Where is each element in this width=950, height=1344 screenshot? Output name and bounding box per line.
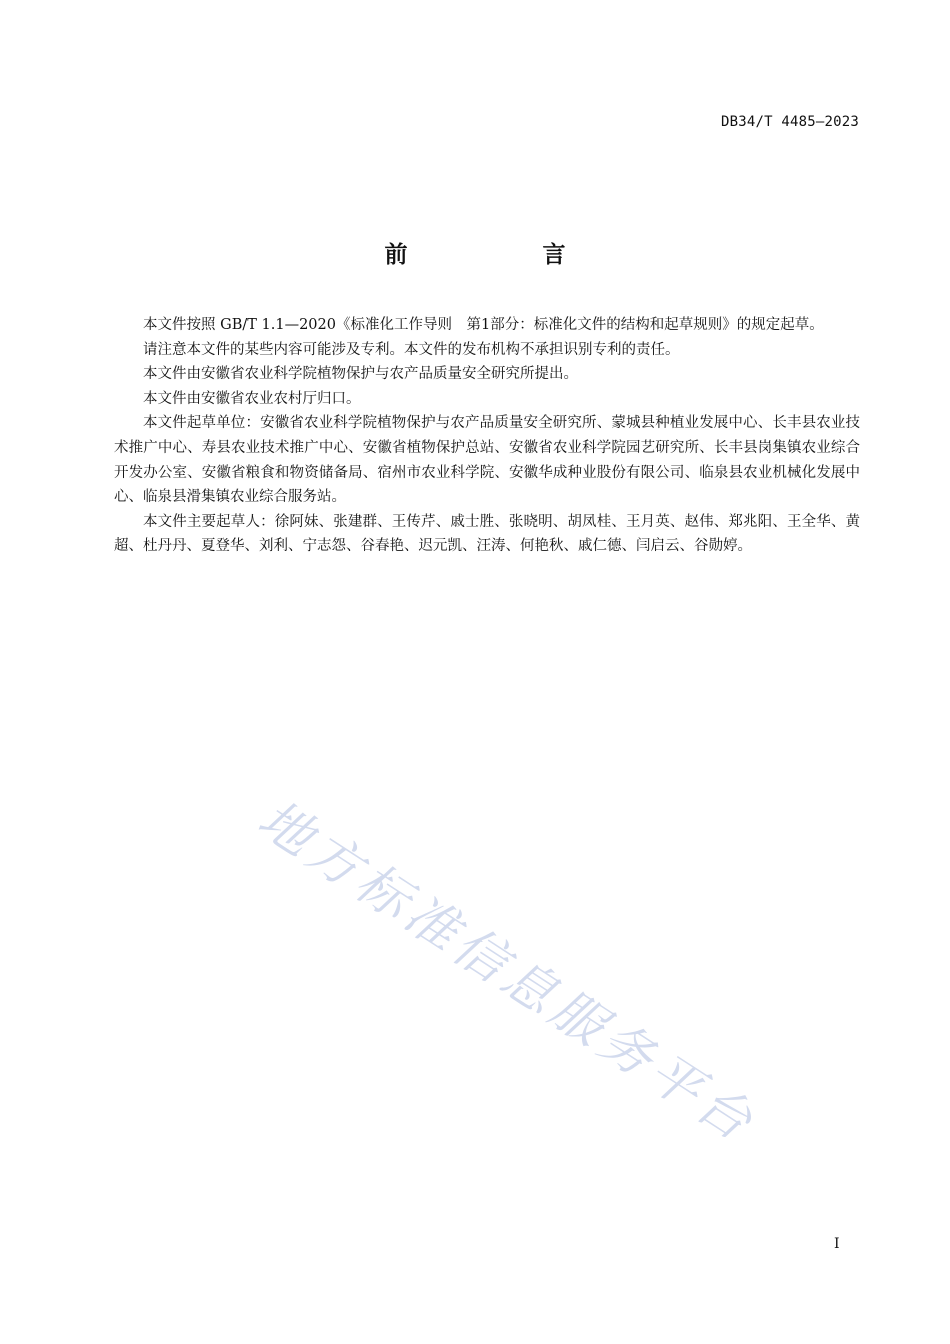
paragraph-drafting-rules: 本文件按照 GB/T 1.1—2020《标准化工作导则 第1部分：标准化文件的结构和起草规则》的规定起草。: [143, 317, 824, 333]
paragraph-drafting-units: 本文件起草单位：安徽省农业科学院植物保护与农产品质量安全研究所、蒙城县种植业发展中心、长丰县农业技术推广中心、寿县农业技术推广中心、安徽省植物保护总站、安徽省农业科学院园艺研究所、长丰县岗集镇农业综合开发办公室、安徽省粮食和物资储备局、宿州市农业科学院、安徽华成种业股份有限公司、临泉县农业机械化发展中心、临泉县滑集镇农业综合服务站。: [114, 415, 860, 506]
paragraph-patent-notice: 请注意本文件的某些内容可能涉及专利。本文件的发布机构不承担识别专利的责任。: [143, 341, 680, 358]
watermark: 地方标准信息服务平台: [247, 788, 767, 1156]
paragraph-proposer: 本文件由安徽省农业科学院植物保护与农产品质量安全研究所提出。: [143, 366, 578, 383]
page-number: I: [834, 1236, 840, 1252]
page-title: 前 言: [384, 242, 622, 268]
paragraph-centralized-by: 本文件由安徽省农业农村厅归口。: [143, 390, 361, 407]
standard-code: DB34/T 4485—2023: [720, 114, 859, 130]
preface-body: [114, 313, 860, 559]
paragraph-drafters: 本文件主要起草人：徐阿妹、张建群、王传芹、戚士胜、张晓明、胡凤桂、王月英、赵伟、郑兆阳、王全华、黄超、杜丹丹、夏登华、刘利、宁志怨、谷春艳、迟元凯、汪涛、何艳秋、戚仁德、闫启云、谷勋婷。: [114, 513, 860, 555]
